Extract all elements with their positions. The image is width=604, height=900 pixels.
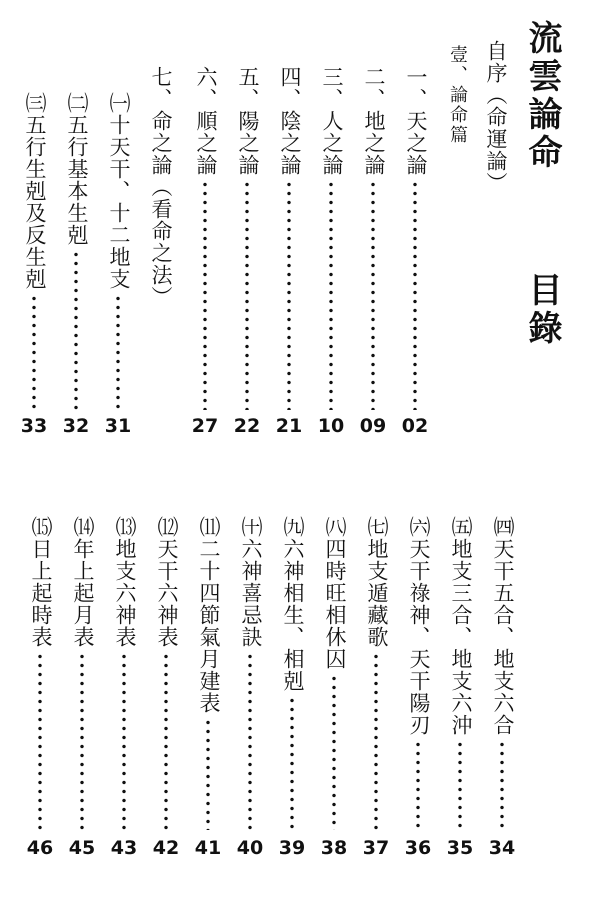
dot-leader [374, 652, 378, 830]
toc-entry-label[interactable]: ㈧四時旺相休囚 [323, 516, 347, 670]
dot-leader [416, 740, 420, 830]
toc-heading: 目錄 [522, 272, 562, 348]
toc-entry-label[interactable]: 六、順之論 [194, 66, 218, 176]
toc-page-number: 37 [362, 837, 390, 859]
toc-entry-label[interactable]: ⒀地支六神表 [113, 516, 137, 648]
dot-leader [203, 180, 207, 410]
toc-page-number: 33 [20, 415, 48, 437]
dot-leader [116, 294, 120, 410]
toc-page-number: 22 [233, 415, 261, 437]
toc-page-number: 42 [152, 837, 180, 859]
toc-page-number: 35 [446, 837, 474, 859]
toc-entry-label[interactable]: ⒁年上起月表 [71, 516, 95, 648]
dot-leader [329, 180, 333, 410]
dot-leader [206, 718, 210, 830]
dot-leader [371, 180, 375, 410]
toc-entry-label[interactable]: ㈠十天干、十二地支 [107, 92, 131, 290]
dot-leader [248, 652, 252, 830]
toc-entry-label[interactable]: ㈣天干五合、地支六合 [491, 516, 515, 736]
dot-leader [74, 250, 78, 410]
toc-entry-label[interactable]: ㈥天干祿神、天干陽刃 [407, 516, 431, 736]
toc-page-number: 21 [275, 415, 303, 437]
dot-leader [287, 180, 291, 410]
dot-leader [80, 652, 84, 830]
toc-entry-label[interactable]: ⒂日上起時表 [29, 516, 53, 648]
toc-page-number: 02 [401, 415, 429, 437]
toc-entry-label[interactable]: ㈢五行生剋及反生剋 [23, 92, 47, 290]
toc-page-number: 32 [62, 415, 90, 437]
toc-entry-label[interactable]: ⑾二十四節氣月建表 [197, 516, 221, 714]
toc-page-number: 40 [236, 837, 264, 859]
dot-leader [245, 180, 249, 410]
toc-entry-label[interactable]: 二、地之論 [362, 66, 386, 176]
dot-leader [38, 652, 42, 830]
section-heading: 壹、論命篇 [447, 45, 468, 145]
dot-leader [332, 674, 336, 830]
dot-leader [500, 740, 504, 830]
toc-entry-label[interactable]: ⑿天干六神表 [155, 516, 179, 648]
toc-entry-label[interactable]: 一、天之論 [404, 66, 428, 176]
toc-entry-label[interactable]: 四、陰之論 [278, 66, 302, 176]
dot-leader [32, 294, 36, 410]
toc-page-number: 46 [26, 837, 54, 859]
toc-page-number: 31 [104, 415, 132, 437]
book-title: 流雲論命 [522, 20, 562, 172]
toc-entry-label[interactable]: ㈩六神喜忌訣 [239, 516, 263, 648]
toc-entry-label[interactable]: ㈨六神相生、相剋 [281, 516, 305, 692]
toc-page-number: 45 [68, 837, 96, 859]
toc-page-number: 43 [110, 837, 138, 859]
toc-entry-label[interactable]: ㈦地支遁藏歌 [365, 516, 389, 648]
toc-page-number: 36 [404, 837, 432, 859]
dot-leader [122, 652, 126, 830]
toc-entry-label[interactable]: 三、人之論 [320, 66, 344, 176]
preface-entry[interactable]: 自序（命運論） [484, 40, 508, 194]
dot-leader [458, 740, 462, 830]
dot-leader [413, 180, 417, 410]
toc-entry-label[interactable]: ㈡五行基本生剋 [65, 92, 89, 246]
toc-entry-label[interactable]: 七、命之論（看命之法） [149, 66, 173, 308]
toc-page-number: 39 [278, 837, 306, 859]
dot-leader [290, 696, 294, 830]
toc-entry-label[interactable]: 五、陽之論 [236, 66, 260, 176]
toc-page-number: 09 [359, 415, 387, 437]
toc-page-number: 41 [194, 837, 222, 859]
toc-page-number: 27 [191, 415, 219, 437]
toc-entry-label[interactable]: ㈤地支三合、地支六沖 [449, 516, 473, 736]
toc-page-number: 10 [317, 415, 345, 437]
toc-page-number: 38 [320, 837, 348, 859]
toc-page-number: 34 [488, 837, 516, 859]
dot-leader [164, 652, 168, 830]
